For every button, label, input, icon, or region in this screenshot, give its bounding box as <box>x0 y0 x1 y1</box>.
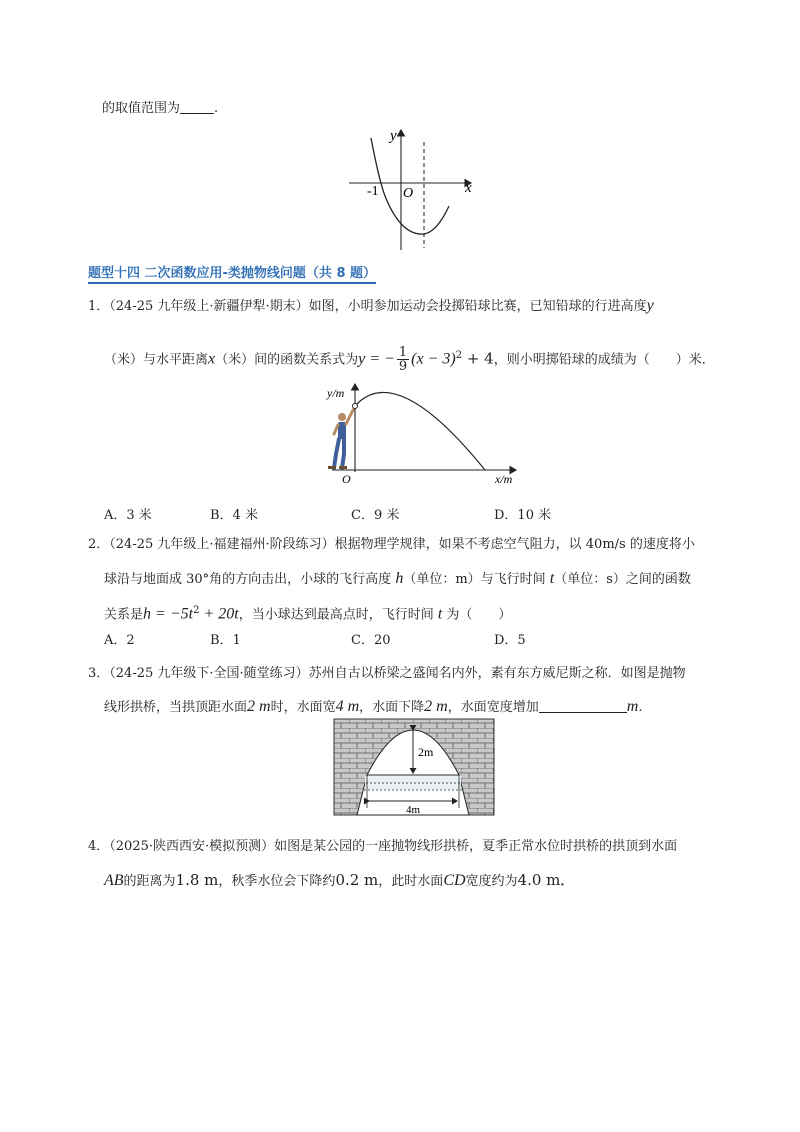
q2-formula-exp: 2 <box>193 605 200 616</box>
q1-option-a[interactable]: A．3 米 <box>104 508 152 523</box>
q4-text2d: 宽度约为 <box>465 874 518 889</box>
q1-formula-tail: + 4 <box>462 349 494 368</box>
q2-formula: h = −5t <box>143 605 194 623</box>
shot-ball <box>353 404 358 409</box>
q3-unit: m <box>626 698 639 715</box>
q3-text2c: ，水面下降 <box>359 700 425 715</box>
q1-option-b[interactable]: B．4 米 <box>210 508 258 523</box>
q3-answer-blank <box>539 698 627 713</box>
q1-line1 <box>88 296 654 317</box>
q1-var-y: y <box>646 297 654 314</box>
q3-text2b: 时，水面宽 <box>270 700 336 715</box>
q4-text2c: ，此时水面 <box>378 874 444 889</box>
q2-option-b[interactable]: B．1 <box>210 633 241 648</box>
arch-bridge-figure <box>333 718 495 816</box>
q2-text1: （24-25 九年级上·福建福州·阶段练习）根据物理学规律，如果不考虑空气阻力，以 40m/s 的速度将小 <box>109 537 695 552</box>
q3-text2d: ，水面宽度增加 <box>447 700 539 715</box>
q2-text3b: ，当小球达到最高点时，飞行时间 <box>238 607 438 623</box>
q1-frac-den: 9 <box>398 359 408 375</box>
height-label: 2m <box>418 745 434 759</box>
origin-label: O <box>403 186 414 201</box>
q1-number: 1． <box>88 299 110 314</box>
q4-val2: 0.2 m <box>335 871 379 889</box>
q2-text3c: 为（ ） <box>442 607 512 623</box>
shot-put-figure <box>318 380 518 490</box>
q4-number: 4． <box>88 839 110 854</box>
x-axis-label: x <box>465 180 472 196</box>
q3-text1: （24-25 九年级下·全国·随堂练习）苏州自古以桥梁之盛闻名内外，素有东方威尼斯之称．如图是抛物 <box>109 666 686 681</box>
q1-formula-paren: (x − 3) <box>411 350 456 368</box>
q1-line2 <box>104 341 715 375</box>
q1-formula-lhs: y = − <box>358 350 395 368</box>
q4-text2a: 的距离为 <box>123 874 176 889</box>
q2-text2c: （单位：s）之间的函数 <box>554 572 691 587</box>
q4-line2 <box>104 870 573 892</box>
q1-option-d[interactable]: D．10 米 <box>494 508 552 523</box>
q3-number: 3． <box>88 666 110 681</box>
q1-formula-exp: 2 <box>455 350 463 361</box>
section-heading: 题型十四 二次函数应用-类抛物线问题（共 8 题） <box>88 262 376 284</box>
q2-line1 <box>88 535 695 555</box>
answer-blank <box>180 99 214 114</box>
q2-line2 <box>104 569 691 590</box>
q1-text2a: （米）与水平距离 <box>104 352 209 368</box>
q1-text2c: ，则小明掷铅球的成绩为（ ）米． <box>493 352 715 368</box>
shot-y-label: y/m <box>327 386 345 400</box>
q2-number: 2． <box>88 537 110 552</box>
q4-val3: 4.0 m <box>517 871 561 889</box>
y-axis-label: y <box>390 128 397 144</box>
q3-line1 <box>88 664 686 684</box>
athlete-figure <box>328 410 353 469</box>
width-label: 4m <box>406 804 421 816</box>
q4-end: ． <box>560 874 574 889</box>
q2-var-h: h <box>395 570 404 587</box>
q4-var-cd: CD <box>443 872 466 889</box>
q3-val-4m: 4 m <box>335 698 360 715</box>
intro-text: 的取值范围为 <box>102 101 181 116</box>
q2-option-a[interactable]: A．2 <box>104 633 135 648</box>
q2-text2b: （单位：m）与飞行时间 <box>403 572 550 587</box>
q4-var-ab: AB <box>104 872 124 889</box>
intro-end: . <box>214 101 219 116</box>
q3-line2 <box>104 697 642 718</box>
q2-var-t2: t <box>437 605 443 623</box>
q1-var-x: x <box>208 350 216 368</box>
q2-line3 <box>104 601 511 625</box>
q4-val1: 1.8 m <box>175 871 219 889</box>
neg-one-label: -1 <box>367 184 379 199</box>
q4-text2b: ，秋季水位会下降约 <box>218 874 336 889</box>
q2-formula-tail: + 20t <box>199 605 239 623</box>
q1-fraction <box>397 346 409 373</box>
q1-text1: （24-25 九年级上·新疆伊犁·期末）如图，小明参加运动会投掷铅球比赛，已知铅球的行进高度 <box>109 299 647 314</box>
q3-val-2m-b: 2 m <box>424 698 448 715</box>
q1-text2b: （米）间的函数关系式为 <box>215 352 359 368</box>
q2-text3a: 关系是 <box>104 607 144 623</box>
q1-frac-num: 1 <box>398 345 408 361</box>
parabola-graph-figure <box>345 124 485 254</box>
q2-var-t: t <box>549 570 555 587</box>
q2-option-d[interactable]: D．5 <box>494 633 526 648</box>
q3-text2a: 线形拱桥，当拱顶距水面 <box>104 700 248 715</box>
q1-option-c[interactable]: C．9 米 <box>351 508 400 523</box>
shot-origin-label: O <box>342 472 351 486</box>
q3-end: . <box>638 700 643 715</box>
shot-x-label: x/m <box>495 472 513 486</box>
q2-text2a: 球沿与地面成 30°角的方向击出，小球的飞行高度 <box>104 572 396 587</box>
q2-option-c[interactable]: C．20 <box>351 633 391 648</box>
q3-val-2m: 2 m <box>247 698 271 715</box>
intro-line <box>102 99 218 119</box>
q4-line1 <box>88 837 677 857</box>
q4-text1: （2025·陕西西安·模拟预测）如图是某公园的一座抛物线形拱桥，夏季正常水位时拱桥的拱顶到水面 <box>109 839 678 854</box>
shot-trajectory <box>355 392 485 470</box>
